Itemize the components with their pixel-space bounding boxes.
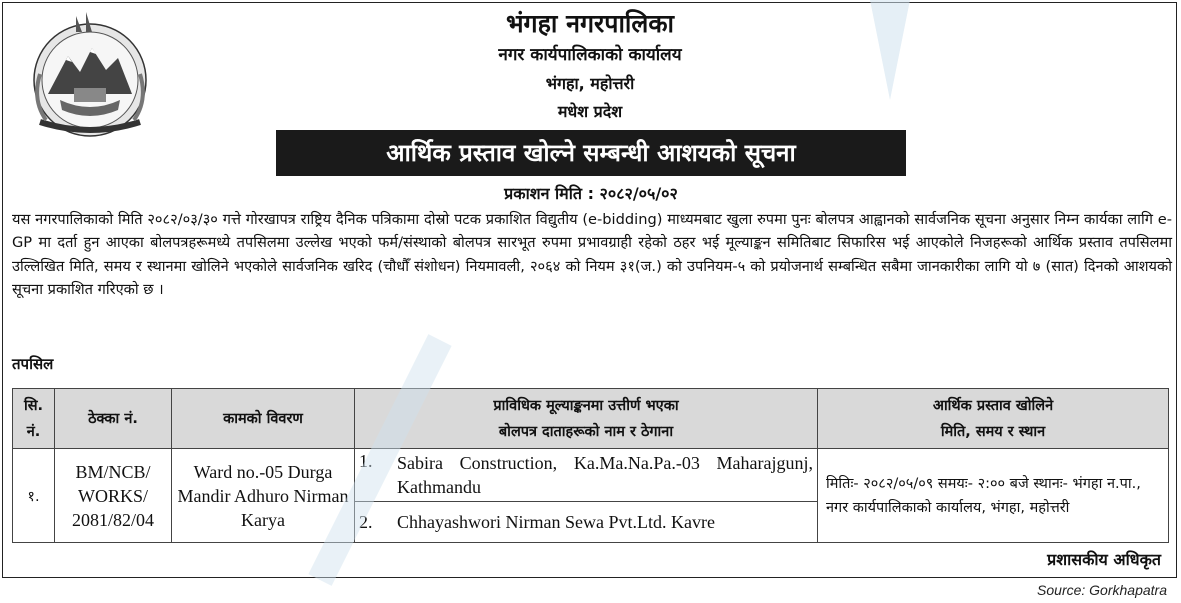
row-opening-details: मितिः- २०८२/०५/०९ समयः- २:०० बजे स्थानः- भंगहा न.पा., नगर कार्यपालिकाको कार्यालय, भंगहा, महोत्तरी <box>818 449 1169 543</box>
notice-body: यस नगरपालिकाको मिति २०८२/०३/३० गत्ते गोरखापत्र राष्ट्रिय दैनिक पत्रिकामा दोस्रो पटक प्रकाशित विद्युतीय (e-bidding) माध्यमबाट खुला रुपमा पुनः बोलपत्र आह्वानको सार्वजनिक सूचना अनुसार निम्न कार्यका लागि e-GP मा दर्ता हुन आएका बोलपत्रहरूमध्ये तपसिलमा उल्लेख भएको फर्म/संस्थाको बोलपत्र सारभूत रुपमा प्रभावग्राही रहेको ठहर भई मूल्याङ्कन समितिबाट सिफारिस भई आएकोले निजहरूको आर्थिक प्रस्ताव तपसिलमा उल्लिखित मिति, समय र स्थानमा खोलिने भएकोले सार्वजनिक खरिद (चौधौँ संशोधन) नियमावली, २०६४ को नियम ३१(ज.) को उपनियम-५ को प्रयोजनार्थ सम्बन्धित सबैमा जानकारीका लागि यो ७ (सात) दिनको आशयको सूचना प्रकाशित गरिएको छ । <box>12 211 1172 299</box>
header-opening <box>818 389 1169 449</box>
row-bidders <box>355 449 818 543</box>
bidder-item <box>355 449 817 502</box>
bidder-number: 1. <box>359 451 373 471</box>
bidder-item <box>355 502 817 542</box>
province-name: मधेश प्रदेश <box>557 102 623 121</box>
bidder-number: 2. <box>359 511 373 532</box>
header-sn: सि. नं. <box>13 389 55 449</box>
bid-schedule-table <box>12 388 1169 543</box>
row-work-desc: Ward no.-05 Durga Mandir Adhuro Nirman Karya <box>172 449 355 543</box>
header-opening-line2: मिति, समय र स्थान <box>940 423 1046 440</box>
publish-date: प्रकाशन मिति : २०८२/०५/०२ <box>504 184 678 203</box>
bidder-name: Sabira Construction, Ka.Ma.Na.Pa.-03 Maharajgunj, Kathmandu <box>397 453 813 497</box>
row-sn: १. <box>13 449 55 543</box>
schedule-label: तपसिल <box>12 355 54 373</box>
source-credit: Source: Gorkhapatra <box>1037 582 1167 598</box>
header-bidders <box>355 389 818 449</box>
header-bidders-line1: प्राविधिक मूल्याङ्कनमा उत्तीर्ण भएका <box>493 397 679 414</box>
office-location: भंगहा, महोत्तरी <box>545 74 635 93</box>
nepal-emblem-icon <box>20 10 160 140</box>
table-header-row <box>13 389 1169 449</box>
header-bidders-line2: बोलपत्र दाताहरूको नाम र ठेगाना <box>498 423 674 440</box>
table-row <box>13 449 1169 543</box>
header-contract-no: ठेक्का नं. <box>55 389 172 449</box>
municipality-name: भंगहा नगरपालिका <box>505 9 675 38</box>
bidder-name: Chhayashwori Nirman Sewa Pvt.Ltd. Kavre <box>397 512 715 532</box>
signature-title: प्रशासकीय अधिकृत <box>1047 550 1161 569</box>
notice-title: आर्थिक प्रस्ताव खोल्ने सम्बन्धी आशयको सूचना <box>276 130 906 176</box>
header-opening-line1: आर्थिक प्रस्ताव खोलिने <box>932 397 1054 414</box>
header-work-desc: कामको विवरण <box>172 389 355 449</box>
row-contract-no: BM/NCB/ WORKS/ 2081/82/04 <box>55 449 172 543</box>
office-name: नगर कार्यपालिकाको कार्यालय <box>498 45 682 65</box>
